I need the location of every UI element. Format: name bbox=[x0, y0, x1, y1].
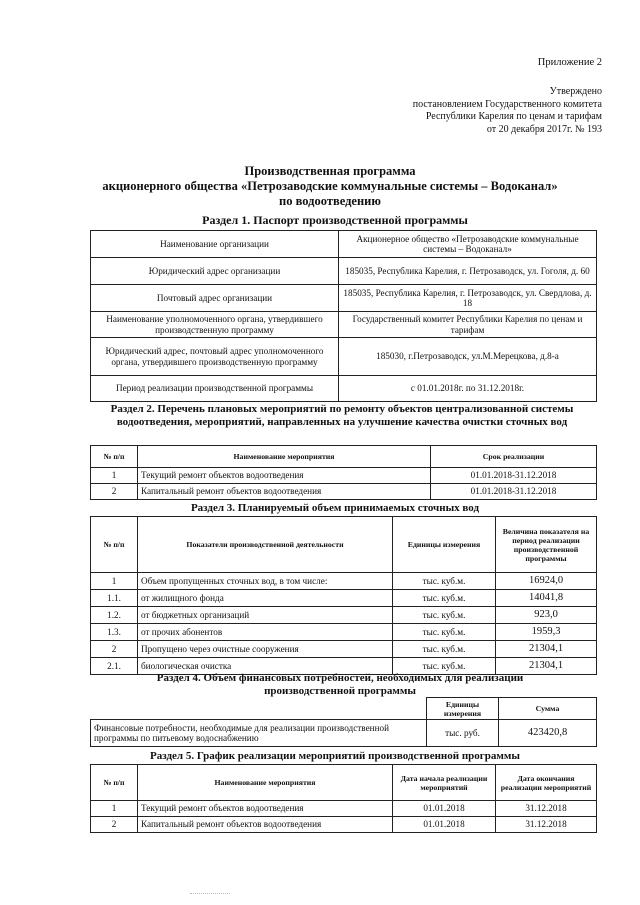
passport-label: Период реализации производственной программы bbox=[91, 376, 339, 402]
table-row bbox=[91, 231, 597, 258]
title-line: по водоотведению bbox=[279, 194, 381, 208]
measures-table bbox=[90, 445, 597, 500]
row-value: 1959,3 bbox=[496, 624, 597, 641]
row-period: 01.01.2018-31.12.2018 bbox=[431, 468, 597, 484]
row-label: Финансовые потребности, необходимые для реализации производственной программы по питьевому водоснабжению bbox=[91, 720, 427, 747]
row-unit: тыс. куб.м. bbox=[393, 590, 496, 607]
col-header-period: Срок реализации bbox=[431, 446, 597, 468]
row-indicator: биологическая очистка bbox=[138, 658, 393, 675]
approval-line: от 20 декабря 2017г. № 193 bbox=[486, 123, 602, 135]
col-header-name: Наименование мероприятия bbox=[138, 446, 431, 468]
passport-value: 185035, Республика Карелия, г. Петрозаводск, ул. Свердлова, д. 18 bbox=[339, 285, 597, 312]
row-num: 1.1. bbox=[91, 590, 138, 607]
col-header-unit: Единицы измерения bbox=[393, 517, 496, 573]
row-unit: тыс. куб.м. bbox=[393, 573, 496, 590]
table-row bbox=[91, 590, 597, 607]
col-header-num: № п/п bbox=[91, 765, 138, 801]
row-indicator: от жилищного фонда bbox=[138, 590, 393, 607]
row-unit: тыс. куб.м. bbox=[393, 607, 496, 624]
passport-label: Юридический адрес, почтовый адрес уполномоченного органа, утвердившего производственную программу bbox=[91, 338, 339, 376]
row-num: 2.1. bbox=[91, 658, 138, 675]
table-row bbox=[91, 573, 597, 590]
row-indicator: Пропущено через очистные сооружения bbox=[138, 641, 393, 658]
table-row bbox=[91, 817, 597, 833]
schedule-table bbox=[90, 764, 597, 833]
table-header-row bbox=[91, 517, 597, 573]
table-header-row bbox=[91, 446, 597, 468]
table-header-row bbox=[91, 698, 597, 720]
table-row bbox=[91, 338, 597, 376]
section1-heading: Раздел 1. Паспорт производственной программы bbox=[202, 213, 468, 227]
col-header-unit: Единицы измерения bbox=[427, 698, 499, 720]
row-name: Текущий ремонт объектов водоотведения bbox=[138, 801, 393, 817]
title-line: акционерного общества «Петрозаводские коммунальные системы – Водоканал» bbox=[102, 179, 558, 193]
finance-table bbox=[90, 697, 597, 747]
passport-value: Акционерное общество «Петрозаводские коммунальные системы – Водоканал» bbox=[339, 231, 597, 258]
passport-table bbox=[90, 230, 597, 402]
table-row bbox=[91, 801, 597, 817]
empty-cell bbox=[91, 698, 427, 720]
row-num: 1 bbox=[91, 573, 138, 590]
row-num: 1 bbox=[91, 801, 138, 817]
table-header-row bbox=[91, 765, 597, 801]
section5-heading: Раздел 5. График реализации мероприятий производственной программы bbox=[150, 750, 520, 762]
row-unit: тыс. куб.м. bbox=[393, 624, 496, 641]
row-value: 21304,1 bbox=[496, 658, 597, 675]
approval-line: постановлением Государственного комитета bbox=[412, 98, 602, 110]
document-title bbox=[60, 164, 600, 209]
row-indicator: от бюджетных организаций bbox=[138, 607, 393, 624]
title-line: Производственная программа bbox=[244, 164, 416, 178]
row-num: 2 bbox=[91, 484, 138, 500]
row-value: 14041,8 bbox=[496, 590, 597, 607]
passport-label: Наименование уполномоченного органа, утвердившего производственную программу bbox=[91, 312, 339, 338]
passport-value: 185030, г.Петрозаводск, ул.М.Мерецкова, д.8-а bbox=[339, 338, 597, 376]
row-num: 1 bbox=[91, 468, 138, 484]
row-unit: тыс. руб. bbox=[427, 720, 499, 747]
section2-heading: Раздел 2. Перечень плановых мероприятий по ремонту объектов централизованной системы водоотведения, мероприятий, направленных на улучшение качества очистки сточных вод bbox=[110, 403, 574, 428]
table-row bbox=[91, 624, 597, 641]
row-num: 2 bbox=[91, 817, 138, 833]
row-unit: тыс. куб.м. bbox=[393, 658, 496, 675]
row-num: 2 bbox=[91, 641, 138, 658]
table-row bbox=[91, 607, 597, 624]
approval-line: Утверждено bbox=[549, 86, 602, 97]
col-header-name: Наименование мероприятия bbox=[138, 765, 393, 801]
row-end: 31.12.2018 bbox=[496, 817, 597, 833]
section3-heading: Раздел 3. Планируемый объем принимаемых сточных вод bbox=[190, 502, 480, 514]
row-value: 16924,0 bbox=[496, 573, 597, 590]
row-start: 01.01.2018 bbox=[393, 817, 496, 833]
section4-heading: Раздел 4. Объем финансовых потребностей, необходимых для реализации производственной программы bbox=[156, 672, 524, 697]
table-row bbox=[91, 376, 597, 402]
table-row bbox=[91, 468, 597, 484]
passport-value: 185035, Республика Карелия, г. Петрозаводск, ул. Гоголя, д. 60 bbox=[339, 258, 597, 285]
appendix-label: Приложение 2 bbox=[537, 57, 602, 68]
row-num: 1.3. bbox=[91, 624, 138, 641]
col-header-num: № п/п bbox=[91, 446, 138, 468]
approval-line: Республики Карелия по ценам и тарифам bbox=[425, 111, 602, 122]
table-row bbox=[91, 720, 597, 747]
volume-table bbox=[90, 516, 597, 675]
row-indicator: Объем пропущенных сточных вод, в том числе: bbox=[138, 573, 393, 590]
passport-label: Почтовый адрес организации bbox=[91, 285, 339, 312]
row-start: 01.01.2018 bbox=[393, 801, 496, 817]
table-row bbox=[91, 258, 597, 285]
col-header-num: № п/п bbox=[91, 517, 138, 573]
col-header-start: Дата начала реализации мероприятий bbox=[393, 765, 496, 801]
passport-label: Наименование организации bbox=[91, 231, 339, 258]
row-sum: 423420,8 bbox=[499, 720, 597, 747]
col-header-sum: Сумма bbox=[499, 698, 597, 720]
approval-block bbox=[342, 86, 602, 136]
row-name: Капитальный ремонт объектов водоотведения bbox=[138, 484, 431, 500]
row-period: 01.01.2018-31.12.2018 bbox=[431, 484, 597, 500]
col-header-end: Дата окончания реализации мероприятий bbox=[496, 765, 597, 801]
scan-artifact bbox=[190, 893, 230, 895]
row-name: Текущий ремонт объектов водоотведения bbox=[138, 468, 431, 484]
passport-value: Государственный комитет Республики Карелия по ценам и тарифам bbox=[339, 312, 597, 338]
col-header-value: Величина показателя на период реализации производственной программы bbox=[496, 517, 597, 573]
row-unit: тыс. куб.м. bbox=[393, 641, 496, 658]
table-row bbox=[91, 312, 597, 338]
passport-value: с 01.01.2018г. по 31.12.2018г. bbox=[339, 376, 597, 402]
table-row bbox=[91, 641, 597, 658]
row-value: 923,0 bbox=[496, 607, 597, 624]
row-name: Капитальный ремонт объектов водоотведения bbox=[138, 817, 393, 833]
table-row bbox=[91, 484, 597, 500]
col-header-indicator: Показатели производственной деятельности bbox=[138, 517, 393, 573]
row-value: 21304,1 bbox=[496, 641, 597, 658]
passport-label: Юридический адрес организации bbox=[91, 258, 339, 285]
row-indicator: от прочих абонентов bbox=[138, 624, 393, 641]
row-end: 31.12.2018 bbox=[496, 801, 597, 817]
table-row bbox=[91, 285, 597, 312]
row-num: 1.2. bbox=[91, 607, 138, 624]
